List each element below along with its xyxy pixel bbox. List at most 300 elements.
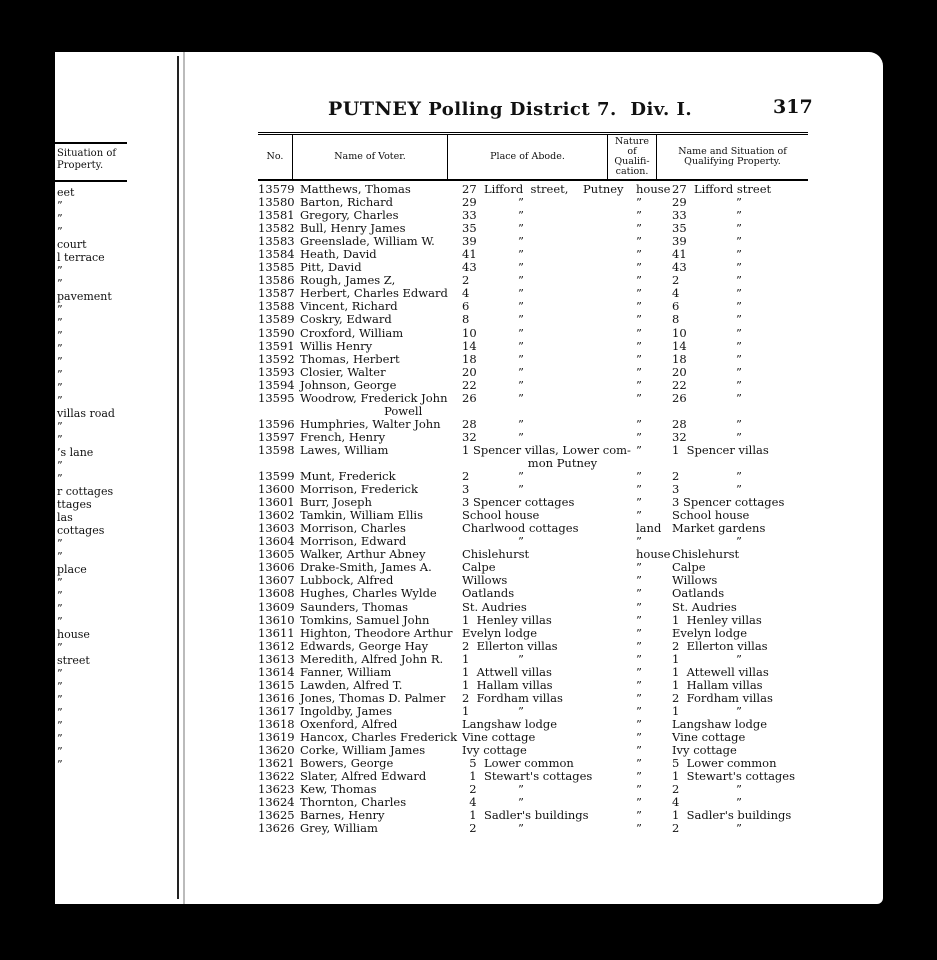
voter-name: Highton, Theodore Arthur bbox=[300, 625, 453, 640]
voter-number: 13600 bbox=[258, 482, 295, 497]
left-property-item: r cottages bbox=[57, 485, 114, 498]
qualifying-property: Chislehurst bbox=[672, 547, 740, 562]
left-property-item: ttages bbox=[57, 498, 92, 511]
qualification: ” bbox=[636, 716, 642, 731]
place-of-abode: 35 bbox=[462, 221, 477, 236]
voter-number: 13607 bbox=[258, 573, 295, 588]
table-row bbox=[258, 705, 818, 718]
voter-number: 13579 bbox=[258, 182, 295, 196]
property-ditto: ” bbox=[736, 221, 742, 236]
abode-ditto: ” bbox=[518, 377, 524, 392]
voter-number: 13626 bbox=[258, 821, 295, 836]
voter-name: Woodrow, Frederick John bbox=[300, 390, 448, 405]
left-property-item: ” bbox=[57, 641, 63, 654]
property-ditto: ” bbox=[736, 390, 742, 405]
qualification: land bbox=[636, 521, 662, 536]
property-ditto: ” bbox=[736, 208, 742, 223]
voter-name: Bowers, George bbox=[300, 756, 394, 771]
header-name: Name of Voter. bbox=[293, 134, 448, 181]
voter-number: 13608 bbox=[258, 586, 295, 601]
left-property-item: l terrace bbox=[57, 251, 105, 264]
abode-ditto: ” bbox=[518, 351, 524, 366]
qualification: ” bbox=[636, 390, 642, 405]
voter-name: Ingoldby, James bbox=[300, 703, 392, 718]
abode-ditto: ” bbox=[518, 325, 524, 340]
voter-list bbox=[258, 183, 818, 835]
qualification: ” bbox=[636, 638, 642, 653]
voter-name: Fanner, William bbox=[300, 664, 392, 679]
place-of-abode: Charlwood cottages bbox=[462, 521, 579, 536]
voter-name: French, Henry bbox=[300, 429, 386, 444]
property-ditto: ” bbox=[736, 247, 742, 262]
voter-number: 13594 bbox=[258, 377, 295, 392]
voter-name: Closier, Walter bbox=[300, 364, 386, 379]
voter-name: Greenslade, William W. bbox=[300, 234, 435, 249]
qualifying-property: 2 Ellerton villas bbox=[672, 638, 768, 653]
district-number: 7. bbox=[597, 99, 617, 120]
qualifying-property: Willows bbox=[672, 573, 718, 588]
abode-ditto: ” bbox=[518, 782, 524, 797]
left-property-item: ” bbox=[57, 212, 63, 225]
voter-number: 13617 bbox=[258, 703, 295, 718]
abode-ditto: ” bbox=[518, 469, 524, 484]
voter-number: 13593 bbox=[258, 364, 295, 379]
qualification: ” bbox=[636, 377, 642, 392]
voter-name: Edwards, George Hay bbox=[300, 638, 429, 653]
table-row bbox=[258, 340, 818, 353]
place-of-abode: 1 bbox=[462, 703, 470, 718]
header-property: Name and Situation of Qualifying Property. bbox=[657, 134, 809, 181]
voter-number: 13585 bbox=[258, 260, 295, 275]
place-of-abode: mon Putney bbox=[462, 455, 598, 470]
place-of-abode: 2 bbox=[462, 273, 470, 288]
voter-name: Hancox, Charles Frederick bbox=[300, 729, 458, 744]
voter-number: 13616 bbox=[258, 690, 295, 705]
table-row bbox=[258, 692, 818, 705]
property-ditto: ” bbox=[736, 299, 742, 314]
place-of-abode: 10 bbox=[462, 325, 477, 340]
qualifying-property: Calpe bbox=[672, 560, 706, 575]
voter-number: 13609 bbox=[258, 599, 295, 614]
place-of-abode: 1 bbox=[462, 651, 470, 666]
voter-number: 13625 bbox=[258, 808, 295, 823]
voter-name: Morrison, Edward bbox=[300, 534, 407, 549]
table-row bbox=[258, 601, 818, 614]
qualification: ” bbox=[636, 664, 642, 679]
left-property-item: street bbox=[57, 654, 90, 667]
left-column-header bbox=[55, 142, 127, 182]
qualifying-property: St. Audries bbox=[672, 599, 737, 614]
voter-name: Drake-Smith, James A. bbox=[300, 560, 432, 575]
abode-ditto: ” bbox=[518, 534, 524, 549]
voter-name: Munt, Frederick bbox=[300, 469, 396, 484]
voter-number: 13581 bbox=[258, 208, 295, 223]
voter-number: 13598 bbox=[258, 442, 295, 457]
column-header-table bbox=[258, 132, 808, 181]
qualification: ” bbox=[636, 351, 642, 366]
place-of-abode: 29 bbox=[462, 195, 477, 210]
voter-name: Humphries, Walter John bbox=[300, 416, 441, 431]
previous-page-edge bbox=[55, 52, 185, 904]
qualification: ” bbox=[636, 338, 642, 353]
voter-name: Gregory, Charles bbox=[300, 208, 399, 223]
abode-ditto: ” bbox=[518, 221, 524, 236]
qualifying-property: 3 bbox=[672, 482, 680, 497]
qualification: ” bbox=[636, 573, 642, 588]
voter-name: Johnson, George bbox=[300, 377, 397, 392]
voter-number: 13589 bbox=[258, 312, 295, 327]
property-ditto: ” bbox=[736, 260, 742, 275]
voter-name: Kew, Thomas bbox=[300, 782, 377, 797]
qualification: ” bbox=[636, 442, 642, 457]
table-row bbox=[258, 353, 818, 366]
table-row bbox=[258, 379, 818, 392]
qualification: ” bbox=[636, 821, 642, 836]
voter-number: 13618 bbox=[258, 716, 295, 731]
qualifying-property: 8 bbox=[672, 312, 680, 327]
left-property-item: ” bbox=[57, 433, 63, 446]
place-of-abode: 4 bbox=[462, 795, 477, 810]
qualifying-property: 2 bbox=[672, 821, 680, 836]
voter-number: 13604 bbox=[258, 534, 295, 549]
qualification: ” bbox=[636, 299, 642, 314]
place-of-abode: St. Audries bbox=[462, 599, 527, 614]
left-property-item: ” bbox=[57, 316, 63, 329]
table-row bbox=[258, 640, 818, 653]
qualification: ” bbox=[636, 599, 642, 614]
property-ditto: ” bbox=[736, 795, 742, 810]
voter-number: 13615 bbox=[258, 677, 295, 692]
qualifying-property: 43 bbox=[672, 260, 687, 275]
voter-name: Walker, Arthur Abney bbox=[300, 547, 426, 562]
voter-number: 13620 bbox=[258, 743, 295, 758]
table-row bbox=[258, 679, 818, 692]
voter-number: 13595 bbox=[258, 390, 295, 405]
voter-name: Matthews, Thomas bbox=[300, 182, 411, 196]
qualifying-property: 41 bbox=[672, 247, 687, 262]
property-ditto: ” bbox=[736, 469, 742, 484]
qualifying-property: 2 Fordham villas bbox=[672, 690, 773, 705]
qualification: ” bbox=[636, 208, 642, 223]
qualifying-property: 33 bbox=[672, 208, 687, 223]
abode-ditto: ” bbox=[518, 429, 524, 444]
place-of-abode: 1 Stewart's cottages bbox=[462, 769, 593, 784]
place-of-abode: 14 bbox=[462, 338, 477, 353]
voter-number: 13619 bbox=[258, 729, 295, 744]
left-property-item: ” bbox=[57, 420, 63, 433]
left-property-item: ” bbox=[57, 602, 63, 615]
place-of-abode: 39 bbox=[462, 234, 477, 249]
qualifying-property: Langshaw lodge bbox=[672, 716, 768, 731]
table-row bbox=[258, 653, 818, 666]
property-ditto: ” bbox=[736, 429, 742, 444]
qualification: ” bbox=[636, 756, 642, 771]
voter-name: Morrison, Frederick bbox=[300, 482, 418, 497]
left-property-item: ” bbox=[57, 472, 63, 485]
voter-number: 13606 bbox=[258, 560, 295, 575]
voter-number: 13602 bbox=[258, 508, 295, 523]
voter-number: 13624 bbox=[258, 795, 295, 810]
abode-ditto: ” bbox=[518, 260, 524, 275]
table-row bbox=[258, 587, 818, 600]
voter-number: 13603 bbox=[258, 521, 295, 536]
qualifying-property: Market gardens bbox=[672, 521, 766, 536]
left-property-item: ” bbox=[57, 693, 63, 706]
left-property-item: villas road bbox=[57, 407, 115, 420]
qualifying-property: Oatlands bbox=[672, 586, 725, 601]
left-property-item: house bbox=[57, 628, 90, 641]
voter-name: Hughes, Charles Wylde bbox=[300, 586, 437, 601]
qualification: ” bbox=[636, 508, 642, 523]
property-ditto: ” bbox=[736, 312, 742, 327]
left-property-item: ” bbox=[57, 732, 63, 745]
abode-ditto: ” bbox=[518, 208, 524, 223]
place-of-abode: Calpe bbox=[462, 560, 496, 575]
table-row bbox=[258, 718, 818, 731]
voter-name: Slater, Alfred Edward bbox=[300, 769, 427, 784]
qualifying-property: 1 Henley villas bbox=[672, 612, 762, 627]
place-of-abode: 5 Lower common bbox=[462, 756, 574, 771]
place-of-abode: 18 bbox=[462, 351, 477, 366]
voter-name: Morrison, Charles bbox=[300, 521, 406, 536]
qualification: ” bbox=[636, 469, 642, 484]
place-of-abode: 2 Ellerton villas bbox=[462, 638, 558, 653]
table-row bbox=[258, 614, 818, 627]
voter-name: Vincent, Richard bbox=[300, 299, 398, 314]
qualifying-property: 1 Sadler's buildings bbox=[672, 808, 792, 823]
page-number: 317 bbox=[773, 96, 813, 118]
qualification: ” bbox=[636, 429, 642, 444]
property-ditto: ” bbox=[736, 338, 742, 353]
voter-name: Thomas, Herbert bbox=[300, 351, 400, 366]
voter-number: 13582 bbox=[258, 221, 295, 236]
left-property-item: ” bbox=[57, 537, 63, 550]
qualifying-property: 27 Lifford street bbox=[672, 182, 772, 196]
qualification: ” bbox=[636, 221, 642, 236]
register-page bbox=[55, 52, 883, 904]
left-property-item: ” bbox=[57, 758, 63, 771]
abode-ditto: ” bbox=[518, 273, 524, 288]
qualification: ” bbox=[636, 312, 642, 327]
qualification: ” bbox=[636, 495, 642, 510]
qualifying-property: 1 Attewell villas bbox=[672, 664, 769, 679]
place-of-abode: 27 Lifford street, Putney bbox=[462, 182, 624, 196]
qualifying-property: 35 bbox=[672, 221, 687, 236]
page-fold-line bbox=[177, 56, 179, 899]
voter-number: 13612 bbox=[258, 638, 295, 653]
qualifying-property: 32 bbox=[672, 429, 687, 444]
left-header-line-1: Situation of bbox=[57, 148, 117, 159]
qualification: ” bbox=[636, 560, 642, 575]
qualification: ” bbox=[636, 677, 642, 692]
left-property-item: ” bbox=[57, 745, 63, 758]
voter-number: 13611 bbox=[258, 625, 295, 640]
abode-ditto: ” bbox=[518, 234, 524, 249]
property-ditto: ” bbox=[736, 286, 742, 301]
qualifying-property: 14 bbox=[672, 338, 687, 353]
property-ditto: ” bbox=[736, 195, 742, 210]
qualification: ” bbox=[636, 651, 642, 666]
place-of-abode: 1 Attwell villas bbox=[462, 664, 552, 679]
left-property-item: ” bbox=[57, 459, 63, 472]
qualifying-property: 1 bbox=[672, 651, 680, 666]
table-row bbox=[258, 405, 818, 418]
place-of-abode: 1 Spencer villas, Lower com- bbox=[462, 442, 631, 457]
abode-ditto: ” bbox=[518, 338, 524, 353]
property-ditto: ” bbox=[736, 273, 742, 288]
left-property-item: ” bbox=[57, 368, 63, 381]
voter-name: Grey, William bbox=[300, 821, 378, 836]
table-row bbox=[258, 392, 818, 405]
left-property-item: ” bbox=[57, 381, 63, 394]
voter-number: 13614 bbox=[258, 664, 295, 679]
left-property-item: court bbox=[57, 238, 87, 251]
place-of-abode: 2 bbox=[462, 821, 477, 836]
qualification: ” bbox=[636, 416, 642, 431]
left-property-item: pavement bbox=[57, 290, 112, 303]
table-row bbox=[258, 313, 818, 326]
table-row bbox=[258, 366, 818, 379]
place-of-abode: 2 bbox=[462, 469, 470, 484]
voter-name: Heath, David bbox=[300, 247, 377, 262]
left-property-item: ” bbox=[57, 264, 63, 277]
left-property-item: ” bbox=[57, 225, 63, 238]
voter-number: 13592 bbox=[258, 351, 295, 366]
voter-number: 13610 bbox=[258, 612, 295, 627]
qualification: ” bbox=[636, 625, 642, 640]
voter-name: Corke, William James bbox=[300, 743, 426, 758]
place-of-abode: 22 bbox=[462, 377, 477, 392]
voter-number: 13584 bbox=[258, 247, 295, 262]
qualifying-property: 2 bbox=[672, 469, 680, 484]
voter-name: Saunders, Thomas bbox=[300, 599, 409, 614]
voter-number: 13580 bbox=[258, 195, 295, 210]
qualification: ” bbox=[636, 234, 642, 249]
left-property-column bbox=[57, 186, 177, 771]
left-property-item: eet bbox=[57, 186, 75, 199]
place-of-abode: 3 Spencer cottages bbox=[462, 495, 575, 510]
table-row bbox=[258, 431, 818, 444]
property-ditto: ” bbox=[736, 482, 742, 497]
qualifying-property: 2 bbox=[672, 273, 680, 288]
left-property-item: ” bbox=[57, 394, 63, 407]
voter-number: 13621 bbox=[258, 756, 295, 771]
voter-name: Barnes, Henry bbox=[300, 808, 385, 823]
qualification: ” bbox=[636, 534, 642, 549]
qualification: ” bbox=[636, 782, 642, 797]
qualifying-property: 6 bbox=[672, 299, 680, 314]
abode-ditto: ” bbox=[518, 482, 524, 497]
left-property-item: ” bbox=[57, 550, 63, 563]
voter-name: Jones, Thomas D. Palmer bbox=[300, 690, 446, 705]
place-of-abode: 32 bbox=[462, 429, 477, 444]
qualification: ” bbox=[636, 690, 642, 705]
voter-number: 13590 bbox=[258, 325, 295, 340]
property-ditto: ” bbox=[736, 534, 742, 549]
left-property-item: cottages bbox=[57, 524, 105, 537]
place-of-abode: 3 bbox=[462, 482, 470, 497]
voter-name: Tomkins, Samuel John bbox=[300, 612, 430, 627]
header-abode: Place of Abode. bbox=[448, 134, 608, 181]
place-of-abode: 41 bbox=[462, 247, 477, 262]
abode-ditto: ” bbox=[518, 286, 524, 301]
left-property-item: ” bbox=[57, 355, 63, 368]
qualifying-property: 2 bbox=[672, 782, 680, 797]
qualifying-property: 3 Spencer cottages bbox=[672, 495, 785, 510]
qualification: ” bbox=[636, 729, 642, 744]
voter-name: Oxenford, Alfred bbox=[300, 716, 398, 731]
left-property-item: place bbox=[57, 563, 87, 576]
left-property-item: ” bbox=[57, 719, 63, 732]
qualifying-property: 39 bbox=[672, 234, 687, 249]
qualifying-property: 4 bbox=[672, 286, 680, 301]
place-of-abode: School house bbox=[462, 508, 540, 523]
voter-number: 13601 bbox=[258, 495, 295, 510]
qualifying-property: 22 bbox=[672, 377, 687, 392]
property-ditto: ” bbox=[736, 377, 742, 392]
abode-ditto: ” bbox=[518, 364, 524, 379]
abode-ditto: ” bbox=[518, 195, 524, 210]
left-property-item: las bbox=[57, 511, 73, 524]
left-property-item: ’s lane bbox=[57, 446, 94, 459]
place-of-abode: 28 bbox=[462, 416, 477, 431]
voter-name: Herbert, Charles Edward bbox=[300, 286, 448, 301]
voter-name: Meredith, Alfred John R. bbox=[300, 651, 444, 666]
qualification: ” bbox=[636, 195, 642, 210]
place-of-abode: 1 Sadler's buildings bbox=[462, 808, 589, 823]
abode-ditto: ” bbox=[518, 795, 524, 810]
place-of-abode: Vine cottage bbox=[462, 729, 536, 744]
voter-name: Willis Henry bbox=[300, 338, 373, 353]
qualification: ” bbox=[636, 286, 642, 301]
voter-name: Burr, Joseph bbox=[300, 495, 372, 510]
voter-name: Lawden, Alfred T. bbox=[300, 677, 403, 692]
voter-name: Bull, Henry James bbox=[300, 221, 406, 236]
property-ditto: ” bbox=[736, 782, 742, 797]
property-ditto: ” bbox=[736, 703, 742, 718]
qualification: ” bbox=[636, 795, 642, 810]
qualifying-property: 26 bbox=[672, 390, 687, 405]
qualification: ” bbox=[636, 260, 642, 275]
voter-number: 13605 bbox=[258, 547, 295, 562]
abode-ditto: ” bbox=[518, 390, 524, 405]
voter-number: 13588 bbox=[258, 299, 295, 314]
voter-name: Lawes, William bbox=[300, 442, 389, 457]
property-ditto: ” bbox=[736, 351, 742, 366]
place-of-abode: 2 Fordham villas bbox=[462, 690, 563, 705]
left-property-item: ” bbox=[57, 329, 63, 342]
division-label: Div. I. bbox=[630, 99, 693, 120]
property-ditto: ” bbox=[736, 651, 742, 666]
qualification: house bbox=[636, 182, 671, 196]
header-qualification: Nature of Qualifi-cation. bbox=[608, 134, 657, 181]
place-of-abode: Evelyn lodge bbox=[462, 625, 538, 640]
qualifying-property: School house bbox=[672, 508, 750, 523]
voter-name: Pitt, David bbox=[300, 260, 362, 275]
left-property-item: ” bbox=[57, 303, 63, 316]
left-property-item: ” bbox=[57, 680, 63, 693]
qualifying-property: 29 bbox=[672, 195, 687, 210]
abode-ditto: ” bbox=[518, 821, 524, 836]
table-row bbox=[258, 327, 818, 340]
voter-number: 13613 bbox=[258, 651, 295, 666]
voter-number: 13587 bbox=[258, 286, 295, 301]
left-property-item: ” bbox=[57, 615, 63, 628]
qualifying-property: 5 Lower common bbox=[672, 756, 777, 771]
abode-ditto: ” bbox=[518, 299, 524, 314]
page-title bbox=[328, 98, 692, 120]
title-rest: Polling District bbox=[428, 99, 591, 120]
